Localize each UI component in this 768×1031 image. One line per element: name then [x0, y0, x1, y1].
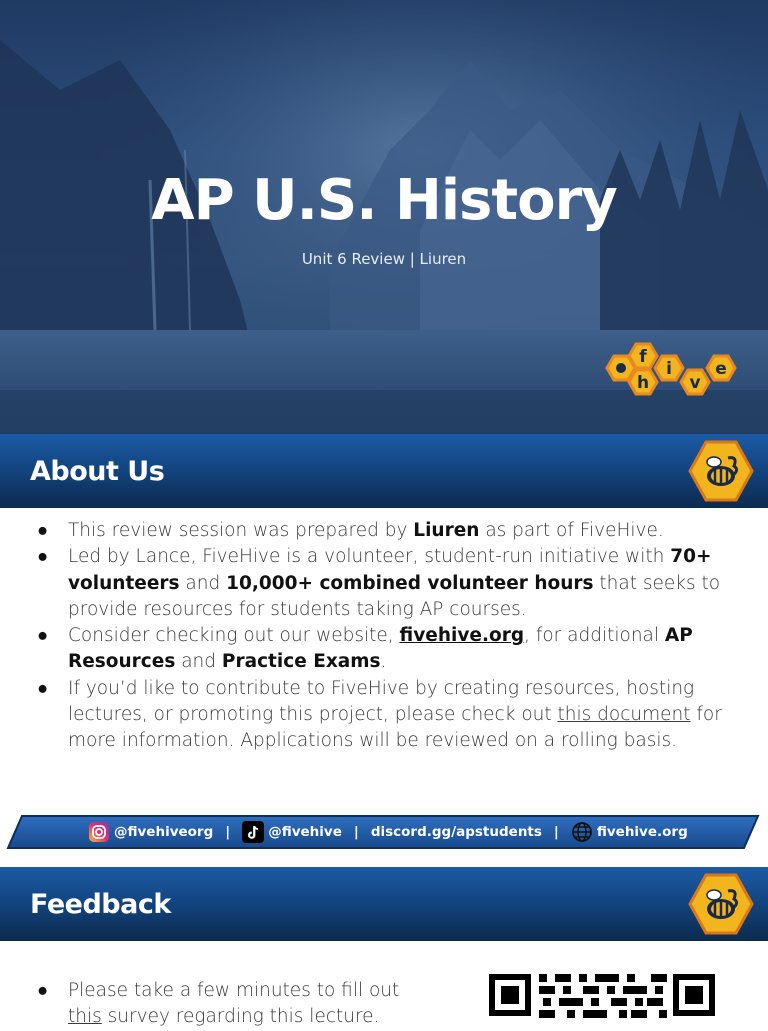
bullet-icon: ●: [37, 546, 49, 568]
fivehive-logo: [596, 340, 746, 406]
about-header-bar: [0, 434, 768, 508]
feedback-list: [28, 978, 428, 1031]
page-title: AP U.S. History: [151, 168, 617, 233]
list-item: ● Led by Lance, FiveHive is a volunteer, student-run initiative with 70+ volunteers and 10,000+ combined volunteer hours that seeks to provide resources for students taking AP courses.: [37, 546, 721, 620]
bee-hex-icon: [688, 873, 754, 935]
about-heading: About Us: [30, 456, 165, 487]
svg-text:e: e: [715, 359, 727, 379]
list-item: ● Please take a few minutes to fill out this survey regarding this lecture.: [37, 980, 400, 1028]
website-social-link[interactable]: fivehive.org: [596, 824, 688, 840]
feedback-header-bar: [0, 867, 768, 941]
hero-banner: [0, 0, 768, 434]
svg-text:i: i: [666, 359, 672, 379]
svg-text:v: v: [689, 373, 701, 393]
instagram-icon: [88, 821, 110, 843]
tiktok-link[interactable]: @fivehive: [268, 824, 342, 840]
list-item: ● If you’d like to contribute to FiveHive by creating resources, hosting lectures, or promoting this project, please check out this document for more information. Applications will be reviewed on a rolling basis.: [37, 677, 722, 752]
instagram-link[interactable]: @fivehiveorg: [114, 824, 214, 840]
bullet-icon: ●: [37, 677, 49, 699]
globe-icon: [571, 821, 593, 843]
survey-link[interactable]: this: [68, 1006, 102, 1028]
svg-text:f: f: [639, 347, 647, 367]
social-links: @fivehiveorg | @fivehive | discord.gg/apstudents | fivehive.org: [88, 817, 688, 847]
about-list: [28, 518, 744, 755]
bullet-icon: ●: [37, 625, 49, 647]
survey-qr-code[interactable]: [487, 970, 717, 1024]
list-item: ● Consider checking out our website, fivehive.org, for additional AP Resources and Practice Exams.: [37, 625, 693, 673]
bullet-icon: ●: [37, 980, 49, 1001]
feedback-heading: Feedback: [30, 889, 171, 920]
tiktok-icon: [242, 821, 264, 843]
bullet-icon: ●: [37, 520, 49, 541]
list-item: ● This review session was prepared by Liuren as part of FiveHive.: [28, 518, 744, 544]
website-link[interactable]: fivehive.org: [399, 625, 525, 647]
page-subtitle: Unit 6 Review | Liuren: [301, 250, 467, 268]
svg-text:h: h: [636, 373, 650, 393]
document-link[interactable]: this document: [557, 704, 691, 726]
discord-link[interactable]: discord.gg/apstudents: [370, 824, 542, 840]
bee-hex-icon: [688, 440, 754, 502]
